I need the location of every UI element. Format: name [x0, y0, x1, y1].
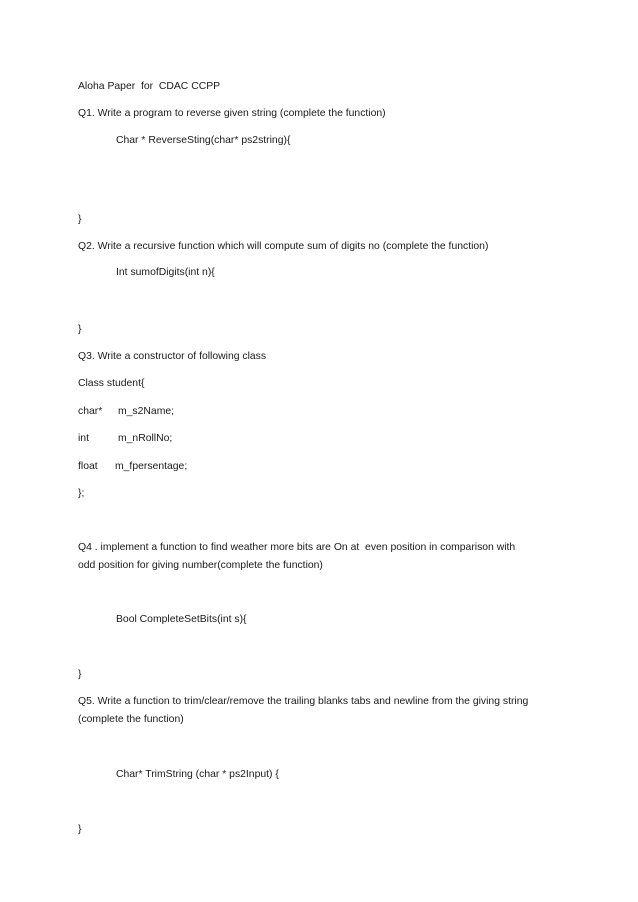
q5-question-line1: Q5. Write a function to trim/clear/remove the trailing blanks tabs and newline from the giving string — [78, 696, 529, 707]
q3-question: Q3. Write a constructor of following class — [78, 351, 267, 362]
q5-closing-brace: } — [78, 824, 82, 835]
member-name: m_s2Name; — [118, 406, 175, 417]
member-type: int — [78, 433, 89, 444]
q2-question: Q2. Write a recursive function which will compute sum of digits no (complete the function) — [78, 241, 489, 252]
q4-function-signature: Bool CompleteSetBits(int s){ — [116, 614, 247, 625]
q1-question: Q1. Write a program to reverse given string (complete the function) — [78, 108, 386, 119]
q5-question-line2: (complete the function) — [78, 714, 184, 725]
q1-function-signature: Char * ReverseSting(char* ps2string){ — [116, 135, 291, 146]
member-name: m_fpersentage; — [115, 461, 188, 472]
page-title: Aloha Paper for CDAC CCPP — [78, 81, 221, 92]
member-type: float — [78, 461, 98, 472]
q3-class-open: Class student{ — [78, 378, 145, 389]
q1-closing-brace: } — [78, 214, 82, 225]
q3-class-close: }; — [78, 488, 85, 499]
q4-question-line1: Q4 . implement a function to find weather more bits are On at even position in comparison with — [78, 542, 516, 553]
q4-closing-brace: } — [78, 669, 82, 680]
q4-question-line2: odd position for giving number(complete the function) — [78, 560, 323, 571]
member-name: m_nRollNo; — [118, 433, 173, 444]
q5-function-signature: Char* TrimString (char * ps2Input) { — [116, 769, 279, 780]
q2-closing-brace: } — [78, 324, 82, 335]
q2-function-signature: Int sumofDigits(int n){ — [116, 267, 215, 278]
member-type: char* — [78, 406, 103, 417]
